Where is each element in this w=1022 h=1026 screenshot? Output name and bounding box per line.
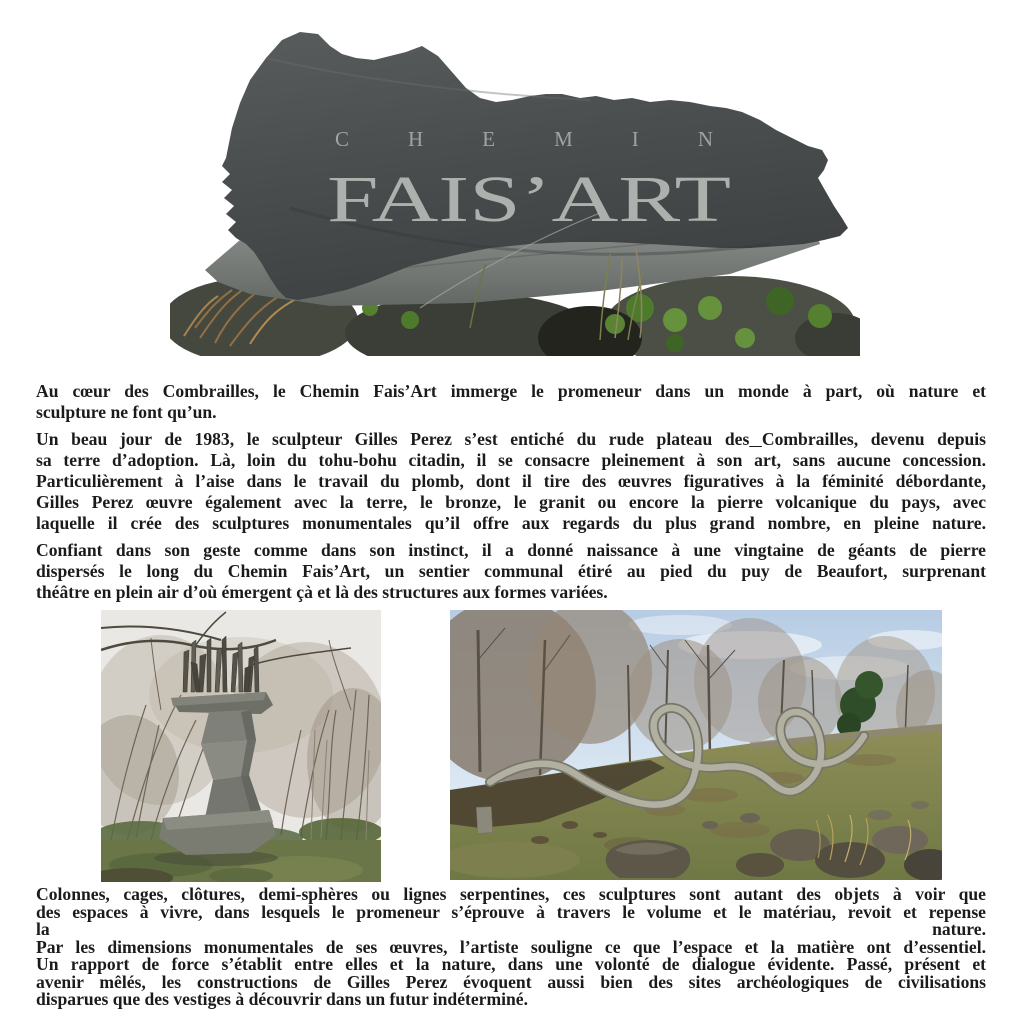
text-run: sa terre d’adoption. Là, loin du tohu-bohu citadin, il se consacre pleinement à son art, sans aucune concession.	[36, 450, 986, 470]
paragraph	[36, 540, 986, 603]
text-run: Colonnes, cages, clôtures, demi-sphères ou lignes serpentines, ces sculptures sont autant des objets à voir que	[36, 884, 986, 904]
text-run: dispersés le long du Chemin Fais’Art, un sentier communal étiré au pied du puy de Beaufort, surprenant	[36, 561, 986, 581]
text-run: Confiant dans son geste comme dans son instinct, il a donné naissance à une vingtaine de géants de pierre	[36, 540, 986, 560]
text-run: Combrailles, devenu depuis	[761, 429, 986, 449]
carved-text-chemin: CHEMIN	[335, 127, 713, 151]
underlined-space	[749, 429, 762, 449]
paragraph	[36, 886, 986, 939]
text-line	[36, 540, 986, 561]
text-run: sculpture ne font qu’un.	[36, 402, 217, 422]
text-line	[36, 381, 986, 402]
text-run: Un rapport de force s’établit entre elles et la nature, dans une volonté de dialogue évidente. Passé, présent et	[36, 954, 986, 974]
text-line	[36, 991, 986, 1009]
text-line	[36, 429, 986, 450]
text-run: disparues que des vestiges à découvrir dans un futur indéterminé.	[36, 989, 529, 1009]
text-line	[36, 582, 986, 603]
paragraph	[36, 429, 986, 534]
article-bottom-text	[36, 886, 986, 1009]
text-line	[36, 492, 986, 513]
text-run: laquelle il crée des sculptures monumentales qu’il offre aux regards du plus grand nombre, en pleine nature.	[36, 513, 986, 533]
text-run: Un beau jour de 1983, le sculpteur Gilles Perez s’est entiché du rude plateau des	[36, 429, 750, 449]
photo-serpentine-sculpture	[450, 610, 942, 880]
paragraph	[36, 936, 986, 1009]
text-run: des espaces à vivre, dans lesquels le promeneur s’éprouve à travers le volume et le matériau, revoit et repense	[36, 901, 986, 922]
text-line	[36, 450, 986, 471]
text-run: Par les dimensions monumentales de ses œuvres, l’artiste souligne ce que l’espace et la matière ont d’essentiel.	[36, 936, 986, 957]
text-line	[36, 513, 986, 534]
text-run: avenir mêlés, les constructions de Gilles Perez évoquent aussi bien des sites archéologiques de civilisations	[36, 971, 986, 992]
standing-stone	[476, 807, 492, 834]
text-run: Au cœur des Combrailles, le Chemin Fais’Art immerge le promeneur dans un monde à part, où nature et	[36, 381, 986, 401]
paragraph	[36, 381, 986, 423]
text-line	[36, 471, 986, 492]
photo-stone-sign	[170, 8, 860, 356]
text-line	[36, 561, 986, 582]
text-line	[36, 402, 986, 423]
text-run: Particulièrement à l’aise dans le travail du plomb, dont il tire des œuvres figuratives à la féminité débordante,	[36, 471, 986, 491]
photo-column-sculpture	[101, 610, 381, 882]
text-run: la nature.	[36, 919, 986, 939]
article-top-text	[36, 381, 986, 609]
text-run: théâtre en plein air d’où émergent çà et là des structures aux formes variées.	[36, 582, 608, 602]
text-run: Gilles Perez œuvre également avec la terre, le bronze, le granit ou encore la pierre volcanique du pays, avec	[36, 492, 986, 512]
carved-text-faisart: FAIS’ART	[327, 163, 731, 236]
